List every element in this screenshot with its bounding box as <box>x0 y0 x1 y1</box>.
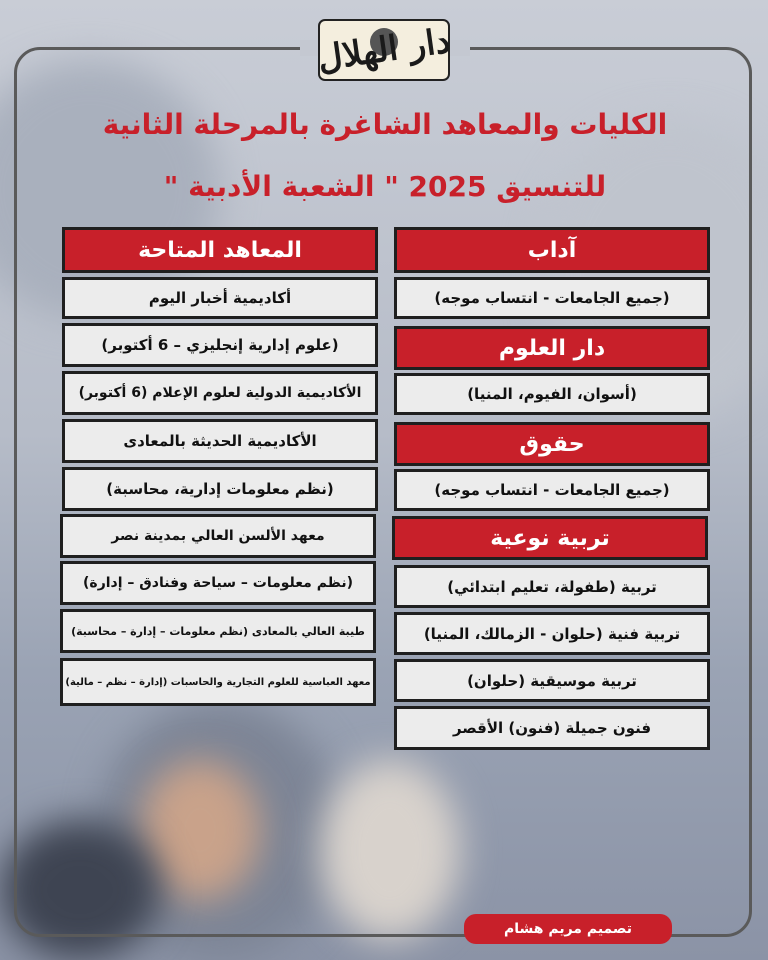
designer-credit: تصميم مريم هشام <box>464 914 672 944</box>
institute-item: (نظم معلومات إدارية، محاسبة) <box>62 467 378 511</box>
institute-item: الأكاديمية الحديثة بالمعادى <box>62 419 378 463</box>
college-heading-specific-education: تربية نوعية <box>392 516 708 560</box>
institute-item: معهد الألسن العالي بمدينة نصر <box>60 514 376 558</box>
college-heading-law: حقوق <box>394 422 710 466</box>
college-detail-specific-education-3: تربية موسيقية (حلوان) <box>394 659 710 702</box>
institutes-heading: المعاهد المتاحة <box>62 227 378 273</box>
college-heading-arts: آداب <box>394 227 710 273</box>
college-detail-specific-education-1: تربية (طفولة، تعليم ابتدائي) <box>394 565 710 608</box>
college-detail-specific-education-2: تربية فنية (حلوان - الزمالك، المنيا) <box>394 612 710 655</box>
college-heading-dar-al-ulum: دار العلوم <box>394 326 710 370</box>
college-detail-dar-al-ulum: (أسوان، الفيوم، المنيا) <box>394 373 710 415</box>
page-title: الكليات والمعاهد الشاغرة بالمرحلة الثانية <box>102 108 668 141</box>
institute-item: (علوم إدارية إنجليزي – 6 أكتوبر) <box>62 323 378 367</box>
college-detail-specific-education-4: فنون جميلة (فنون) الأقصر <box>394 706 710 750</box>
institute-item: (نظم معلومات – سياحة وفنادق – إدارة) <box>60 561 376 605</box>
page-subtitle: للتنسيق 2025 " الشعبة الأدبية " <box>163 170 607 203</box>
institute-item: معهد العباسية للعلوم التجارية والحاسبات (إدارة – نظم – مالية) <box>60 658 376 706</box>
college-detail-arts: (جميع الجامعات - انتساب موجه) <box>394 277 710 319</box>
institute-item: الأكاديمية الدولية لعلوم الإعلام (6 أكتوبر) <box>62 371 378 415</box>
college-detail-law: (جميع الجامعات - انتساب موجه) <box>394 469 710 511</box>
logo-text: دار الهلال <box>315 20 453 80</box>
logo <box>311 12 457 88</box>
institute-item: أكاديمية أخبار اليوم <box>62 277 378 319</box>
institute-item: طيبة العالي بالمعادى (نظم معلومات – إدارة – محاسبة) <box>60 609 376 653</box>
